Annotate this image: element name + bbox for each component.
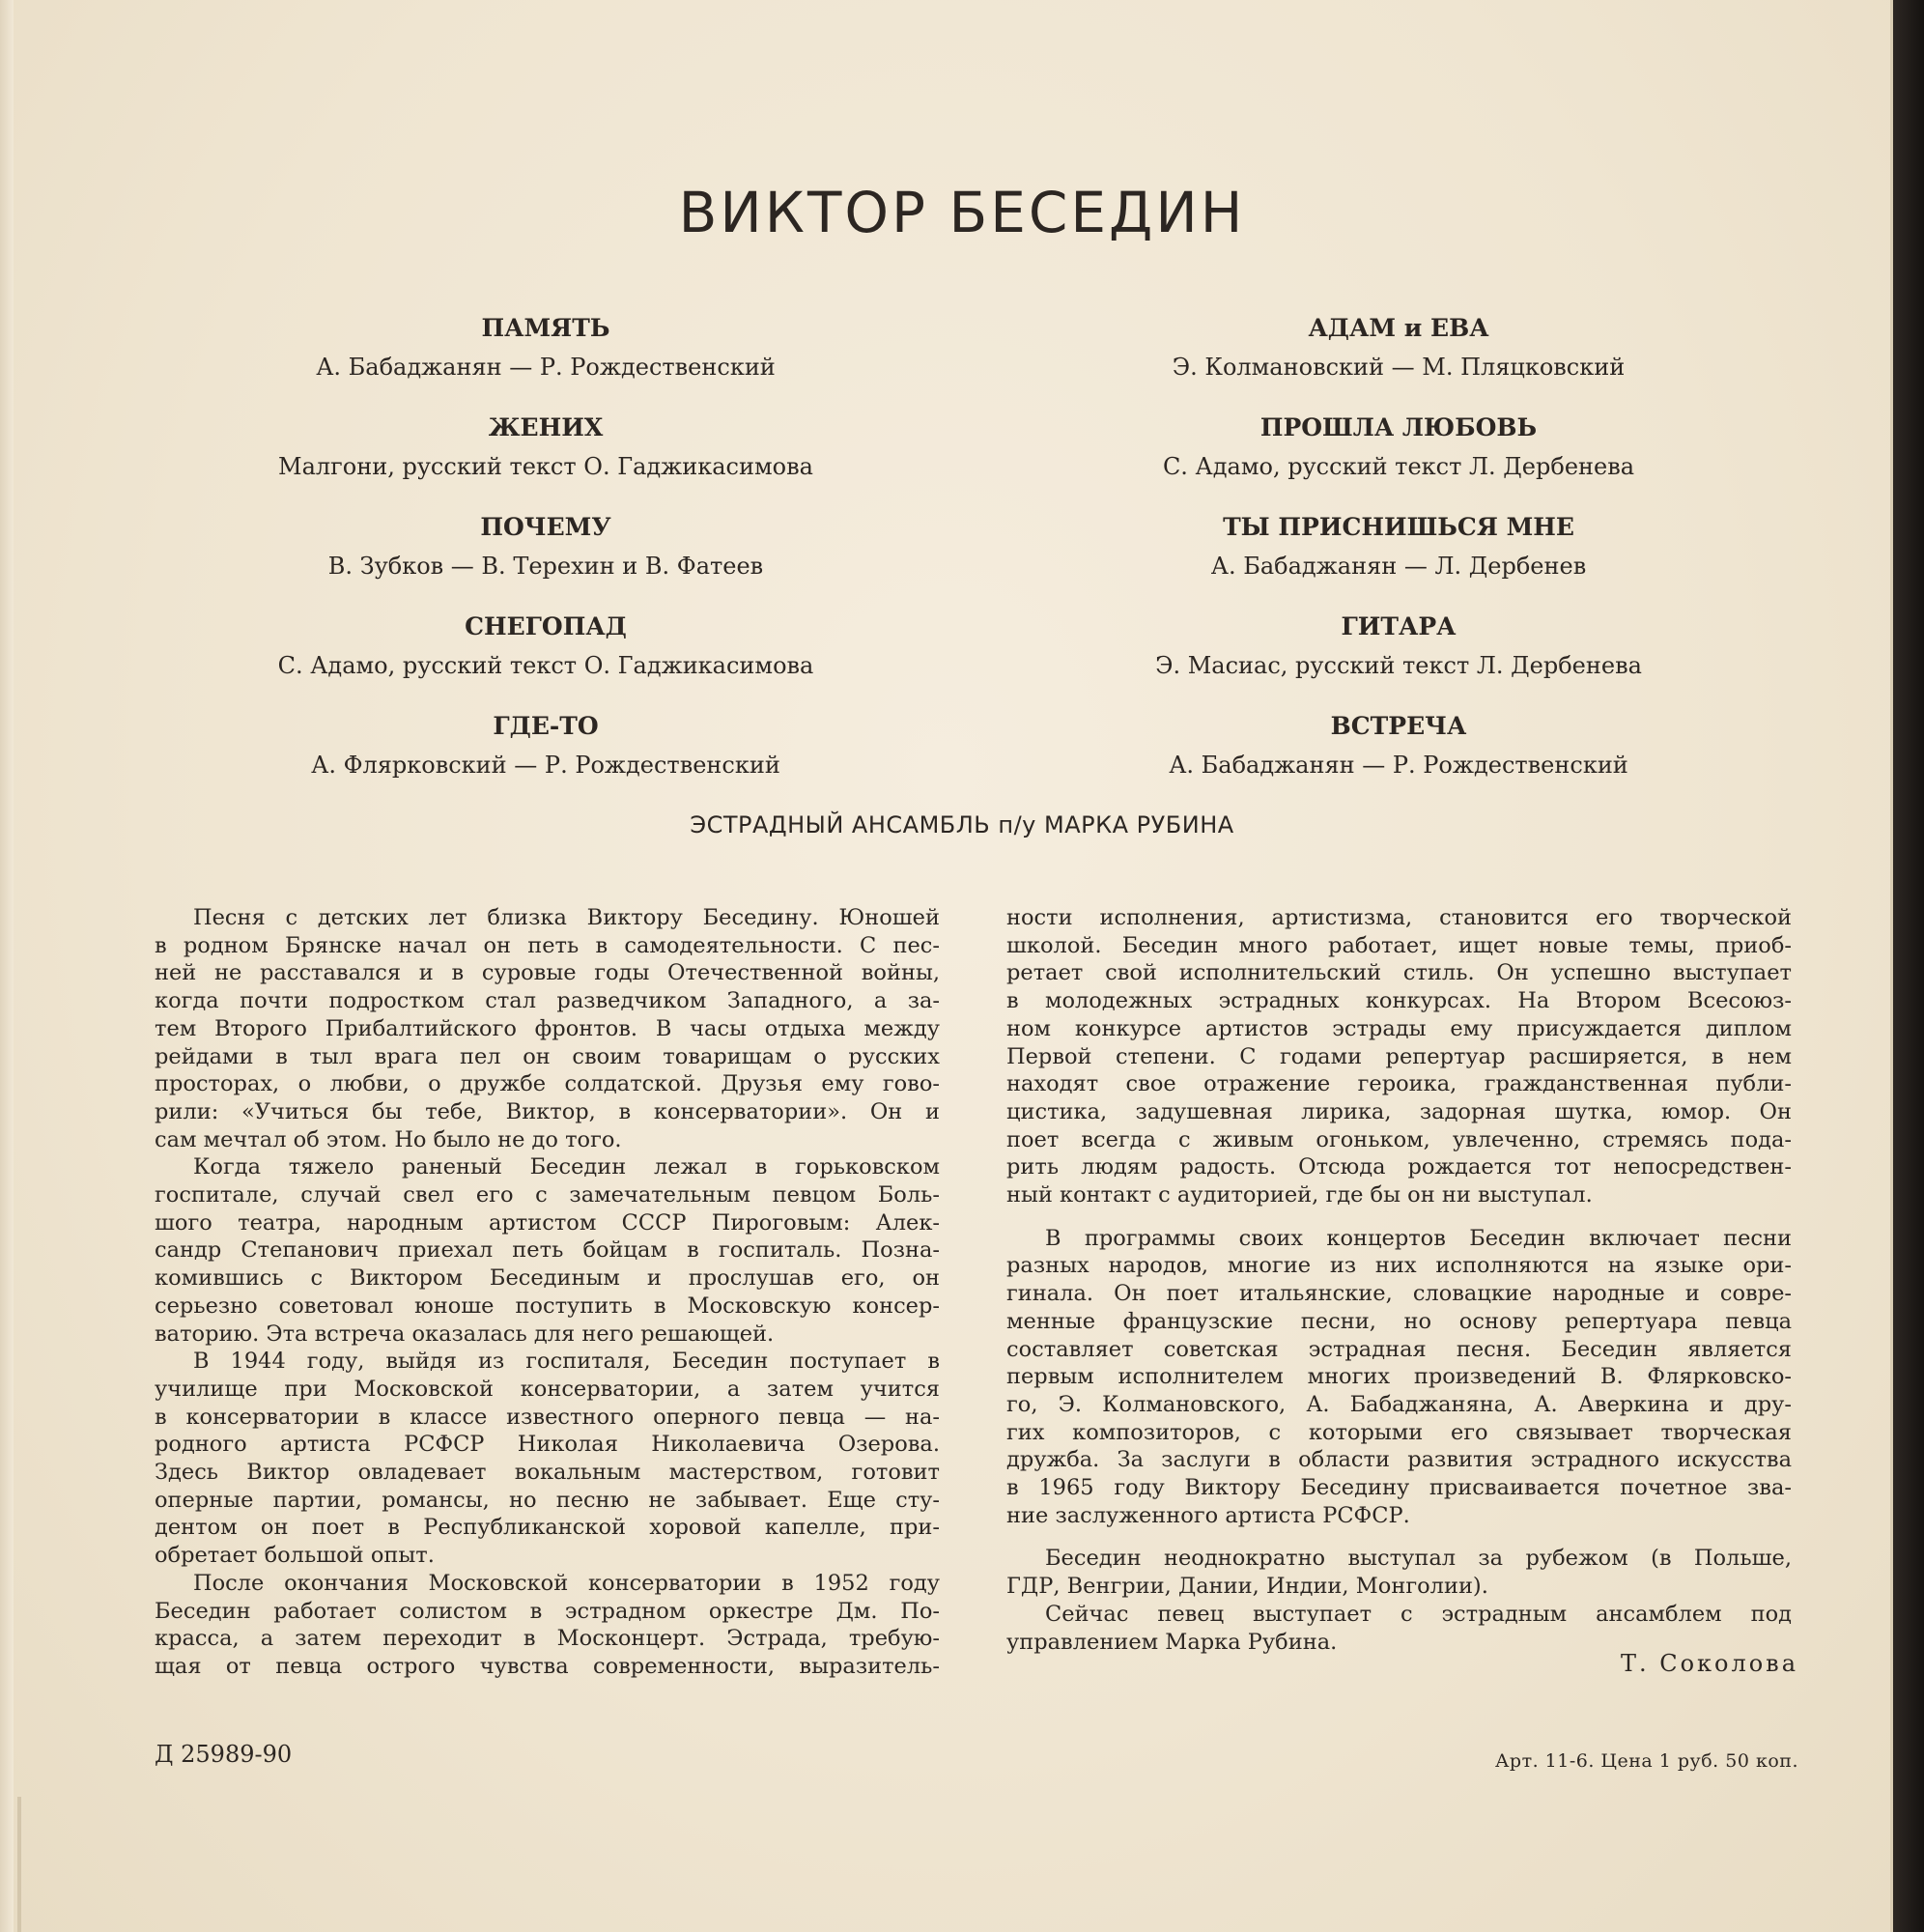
text-line: менные французские песни, но основу репертуара певца bbox=[1006, 1308, 1792, 1334]
text-line: Здесь Виктор овладевает вокальным мастерством, готовит bbox=[155, 1460, 940, 1486]
track-title: СНЕГОПАД bbox=[465, 612, 627, 640]
track-credits: С. Адамо, русский текст О. Гаджикасимова bbox=[277, 652, 814, 679]
text-line: первым исполнителем многих произведений В. Флярковско- bbox=[1006, 1364, 1792, 1390]
text-line: ный контакт с аудиторией, где бы он ни выступал. bbox=[1006, 1182, 1593, 1208]
paragraph-gap bbox=[1006, 1529, 1792, 1545]
track-title: ЖЕНИХ bbox=[488, 413, 604, 441]
text-line: В программы своих концертов Беседин включает песни bbox=[1045, 1225, 1792, 1251]
track-title: ПРОШЛА ЛЮБОВЬ bbox=[1259, 413, 1538, 441]
text-line: в молодежных эстрадных конкурсах. На Втором Всесоюз- bbox=[1006, 988, 1792, 1014]
text-line: го, Э. Колмановского, А. Бабаджаняна, А. Аверкина и дру- bbox=[1006, 1391, 1792, 1417]
text-line: ности исполнения, артистизма, становится его творческой bbox=[1006, 905, 1792, 930]
track-item bbox=[1070, 311, 1727, 411]
text-line: в 1965 году Виктору Беседину присваивается почетное зва- bbox=[1006, 1475, 1792, 1501]
text-line: дружба. За заслуги в области развития эстрадного искусства bbox=[1006, 1447, 1792, 1473]
text-line: Беседин работает солистом в эстрадном оркестре Дм. По- bbox=[155, 1598, 940, 1624]
text-line: рить людям радость. Отсюда рождается тот непосредствен- bbox=[1006, 1154, 1792, 1180]
text-line: тем Второго Прибалтийского фронтов. В часы отдыха между bbox=[155, 1015, 940, 1041]
ensemble-credit: ЭСТРАДНЫЙ АНСАМБЛЬ п/у МАРКА РУБИНА bbox=[690, 811, 1234, 838]
paragraph-gap bbox=[1006, 1209, 1792, 1225]
track-credits: В. Зубков — В. Терехин и В. Фатеев bbox=[327, 553, 764, 580]
text-line: щая от певца острого чувства современности, выразитель- bbox=[155, 1653, 940, 1679]
track-title: ВСТРЕЧА bbox=[1330, 712, 1467, 740]
text-line: Песня с детских лет близка Виктору Беседину. Юношей bbox=[193, 905, 940, 930]
track-credits: Э. Колмановский — М. Пляцковский bbox=[1172, 354, 1626, 381]
liner-notes-column-1 bbox=[155, 904, 940, 1681]
text-line: рили: «Учиться бы тебе, Виктор, в консерватории». Он и bbox=[155, 1098, 940, 1124]
text-line: управлением Марка Рубина. bbox=[1006, 1629, 1338, 1655]
text-line: сандр Степанович приехал петь бойцам в госпиталь. Позна- bbox=[155, 1237, 940, 1264]
text-line: в консерватории в классе известного оперного певца — на- bbox=[155, 1404, 940, 1430]
text-line: когда почти подростком стал разведчиком Западного, а за- bbox=[155, 988, 940, 1014]
track-title: ПОЧЕМУ bbox=[480, 513, 611, 541]
track-item bbox=[1070, 610, 1727, 709]
text-line: поет всегда с живым огоньком, увлеченно, стремясь пода- bbox=[1006, 1126, 1792, 1152]
author-signature: Т. Соколова bbox=[1620, 1650, 1798, 1677]
text-line: в родном Брянске начал он петь в самодеятельности. С пес- bbox=[155, 932, 940, 958]
text-line: дентом он поет в Республиканской хоровой капелле, при- bbox=[155, 1515, 940, 1541]
track-title: ГИТАРА bbox=[1341, 612, 1457, 640]
text-line: обретает большой опыт. bbox=[155, 1543, 435, 1569]
catalog-number: Д 25989-90 bbox=[155, 1741, 293, 1768]
text-line: В 1944 году, выйдя из госпиталя, Беседин поступает в bbox=[193, 1349, 940, 1375]
text-line: ние заслуженного артиста РСФСР. bbox=[1006, 1502, 1410, 1528]
text-line: сам мечтал об этом. Но было не до того. bbox=[155, 1126, 622, 1152]
text-line: рейдами в тыл врага пел он своим товарищам о русских bbox=[155, 1043, 940, 1069]
track-item bbox=[217, 510, 874, 610]
text-line: шого театра, народным артистом СССР Пироговым: Алек- bbox=[155, 1209, 940, 1236]
track-credits: А. Флярковский — Р. Рождественский bbox=[311, 752, 780, 779]
text-line: составляет советская эстрадная песня. Беседин является bbox=[1006, 1336, 1792, 1362]
text-line: После окончания Московской консерватории в 1952 году bbox=[193, 1570, 940, 1596]
sleeve-crease bbox=[17, 1797, 21, 1932]
text-line: серьезно советовал юноше поступить в Московскую консер- bbox=[155, 1293, 940, 1319]
text-line: госпитале, случай свел его с замечательным певцом Боль- bbox=[155, 1182, 940, 1208]
text-line: находят свое отражение героика, гражданственная публи- bbox=[1006, 1071, 1792, 1097]
track-title: АДАМ и ЕВА bbox=[1308, 314, 1489, 342]
tracklist-side-1 bbox=[217, 311, 874, 809]
track-credits: Э. Масиас, русский текст Л. Дербенева bbox=[1155, 652, 1642, 679]
text-line: училище при Московской консерватории, а затем учится bbox=[155, 1376, 940, 1402]
text-line: ваторию. Эта встреча оказалась для него решающей. bbox=[155, 1321, 775, 1347]
sleeve-right-edge bbox=[1893, 0, 1924, 1932]
track-credits: А. Бабаджанян — Л. Дербенев bbox=[1210, 553, 1587, 580]
sleeve-left-edge bbox=[0, 0, 14, 1932]
price-label: Арт. 11-6. Цена 1 руб. 50 коп. bbox=[1495, 1750, 1798, 1772]
track-item bbox=[217, 311, 874, 411]
page-title: ВИКТОР БЕСЕДИН bbox=[678, 180, 1246, 245]
track-item bbox=[1070, 709, 1727, 809]
track-credits: А. Бабаджанян — Р. Рождественский bbox=[316, 354, 776, 381]
track-item bbox=[217, 709, 874, 809]
track-credits: С. Адамо, русский текст Л. Дербенева bbox=[1162, 453, 1635, 480]
text-line: ретает свой исполнительский стиль. Он успешно выступает bbox=[1006, 960, 1792, 986]
track-credits: Малгони, русский текст О. Гаджикасимова bbox=[278, 453, 813, 480]
tracklist-side-2 bbox=[1070, 311, 1727, 809]
text-line: Сейчас певец выступает с эстрадным ансамблем под bbox=[1045, 1601, 1792, 1627]
track-credits: А. Бабаджанян — Р. Рождественский bbox=[1169, 752, 1628, 779]
text-line: Беседин неоднократно выступал за рубежом (в Польше, bbox=[1045, 1546, 1792, 1572]
text-line: красса, а затем переходит в Москонцерт. Эстрада, требую- bbox=[155, 1626, 940, 1652]
track-item bbox=[217, 411, 874, 510]
text-line: цистика, задушевная лирика, задорная шутка, юмор. Он bbox=[1006, 1098, 1792, 1124]
text-line: Первой степени. С годами репертуар расширяется, в нем bbox=[1006, 1043, 1792, 1069]
track-item bbox=[1070, 411, 1727, 510]
text-line: комившись с Виктором Бесединым и прослушав его, он bbox=[155, 1265, 940, 1292]
text-line: школой. Беседин много работает, ищет новые темы, приоб- bbox=[1006, 932, 1792, 958]
text-line: ГДР, Венгрии, Дании, Индии, Монголии). bbox=[1006, 1574, 1488, 1600]
text-line: гинала. Он поет итальянские, словацкие народные и совре- bbox=[1006, 1281, 1792, 1307]
track-item bbox=[217, 610, 874, 709]
text-line: Когда тяжело раненый Беседин лежал в горьковском bbox=[193, 1154, 940, 1180]
liner-notes-column-2 bbox=[1006, 904, 1792, 1656]
text-line: гих композиторов, с которыми его связывает творческая bbox=[1006, 1419, 1792, 1445]
text-line: разных народов, многие из них исполняются на языке ори- bbox=[1006, 1253, 1792, 1279]
track-title: ГДЕ-ТО bbox=[493, 712, 599, 740]
track-title: ПАМЯТЬ bbox=[481, 314, 610, 342]
track-title: ТЫ ПРИСНИШЬСЯ МНЕ bbox=[1223, 513, 1574, 541]
text-line: просторах, о любви, о дружбе солдатской. Друзья ему гово- bbox=[155, 1071, 940, 1097]
text-line: ном конкурсе артистов эстрады ему присуждается диплом bbox=[1006, 1015, 1792, 1041]
text-line: родного артиста РСФСР Николая Николаевича Озерова. bbox=[155, 1432, 940, 1458]
track-item bbox=[1070, 510, 1727, 610]
text-line: ней не расставался и в суровые годы Отечественной войны, bbox=[155, 960, 940, 986]
text-line: оперные партии, романсы, но песню не забывает. Еще сту- bbox=[155, 1487, 940, 1513]
